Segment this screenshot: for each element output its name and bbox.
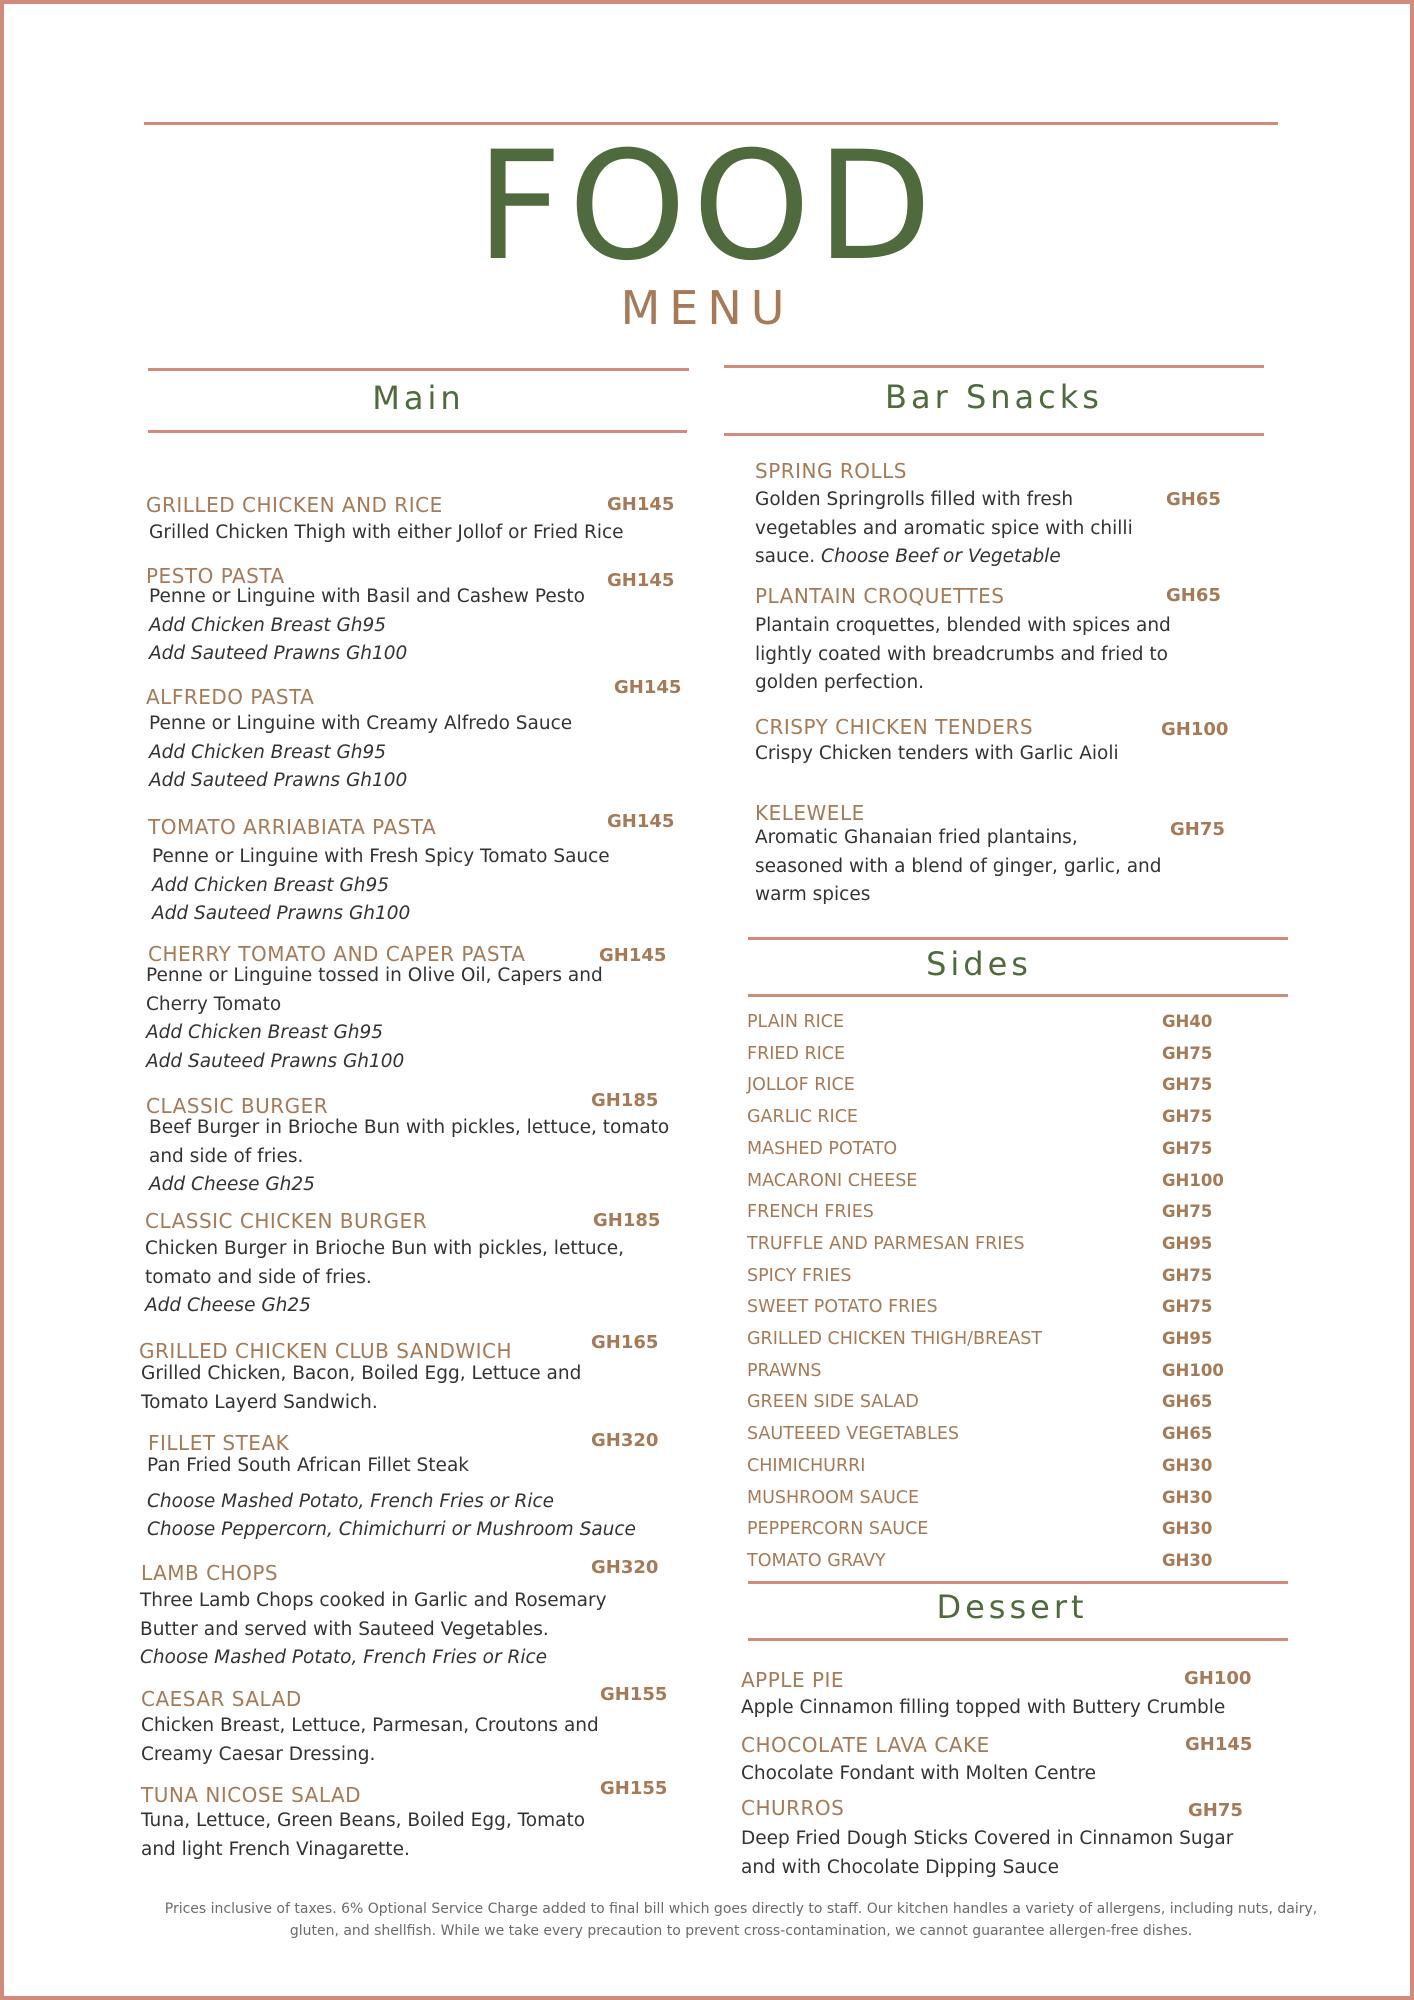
sides-section-title: Sides <box>926 945 1032 983</box>
desc-line: Golden Springrolls filled with fresh <box>755 489 1074 510</box>
menu-item-desc <box>147 1452 636 1545</box>
footer-disclaimer <box>144 1898 1338 1942</box>
side-item-price: GH75 <box>1162 1202 1213 1222</box>
desc-line: Add Chicken Breast Gh95 <box>149 614 387 636</box>
side-item-price: GH95 <box>1162 1329 1213 1348</box>
side-item-name: GARLIC RICE <box>747 1107 858 1128</box>
desc-line: warm spices <box>755 884 871 905</box>
menu-item-price: GH145 <box>1185 1734 1253 1755</box>
menu-item-name: TUNA NICOSE SALAD <box>141 1783 362 1807</box>
desc-line: Penne or Linguine tossed in Olive Oil, Capers and <box>146 965 603 986</box>
menu-item-name: KELEWELE <box>755 801 865 825</box>
side-item-price: GH40 <box>1162 1012 1213 1031</box>
menu-item-name: CHURROS <box>741 1796 845 1820</box>
desc-line: lightly coated with breadcrumbs and fried to <box>755 643 1168 665</box>
desc-line: Pan Fried South African Fillet Steak <box>147 1455 469 1476</box>
desc-line: seasoned with a blend of ginger, garlic, and <box>755 855 1162 877</box>
menu-item-name: GRILLED CHICKEN CLUB SANDWICH <box>139 1339 513 1363</box>
side-item-price: GH75 <box>1162 1043 1213 1063</box>
dessert-section-title: Dessert <box>936 1588 1088 1626</box>
side-item-price: GH75 <box>1162 1265 1213 1285</box>
side-item-price: GH65 <box>1162 1424 1213 1444</box>
menu-item-name: LAMB CHOPS <box>141 1561 279 1585</box>
menu-item-name: CLASSIC BURGER <box>146 1094 329 1118</box>
menu-item-name: CHOCOLATE LAVA CAKE <box>741 1733 990 1757</box>
desc-line: Grilled Chicken Thigh with either Jollof or Fried Rice <box>149 522 624 543</box>
menu-item-name: CLASSIC CHICKEN BURGER <box>145 1209 428 1233</box>
menu-item-name: ALFREDO PASTA <box>146 685 315 709</box>
menu-item-price: GH100 <box>1184 1668 1252 1689</box>
desc-line: Add Cheese Gh25 <box>149 1174 315 1195</box>
menu-item-price: GH75 <box>1188 1800 1243 1821</box>
menu-item-desc <box>146 962 603 1076</box>
side-item-name: FRENCH FRIES <box>747 1202 874 1223</box>
side-item-name: PEPPERCORN SAUCE <box>747 1519 929 1540</box>
side-item-name: SWEET POTATO FRIES <box>747 1297 938 1318</box>
menu-item-price: GH155 <box>600 1778 668 1799</box>
menu-item-price: GH185 <box>591 1090 659 1111</box>
desc-line: Choose Mashed Potato, French Fries or Rice <box>147 1490 555 1512</box>
footer-line-1: Prices inclusive of taxes. 6% Optional Service Charge added to final bill which goes directly to staff. Our kitchen handles a variety of allergens, including nuts, dairy, <box>164 1901 1318 1917</box>
desc-line: Tomato Layerd Sandwich. <box>141 1391 378 1413</box>
desc-line: and light French Vinagarette. <box>141 1838 410 1860</box>
side-item-name: GRILLED CHICKEN THIGH/BREAST <box>747 1329 1043 1349</box>
menu-item-desc <box>149 519 624 548</box>
side-item-price: GH75 <box>1162 1107 1213 1127</box>
desc-line: Penne or Linguine with Creamy Alfredo Sauce <box>149 713 573 734</box>
menu-item-price: GH65 <box>1166 585 1221 606</box>
desc-line: Add Sauteed Prawns Gh100 <box>146 1050 405 1072</box>
side-item-name: TRUFFLE AND PARMESAN FRIES <box>747 1233 1025 1254</box>
dessert-bottom-rule <box>748 1638 1288 1641</box>
menu-item-price: GH145 <box>599 945 667 966</box>
desc-line: Add Chicken Breast Gh95 <box>152 874 390 896</box>
side-item-name: SPICY FRIES <box>747 1265 852 1286</box>
desc-line: Penne or Linguine with Basil and Cashew Pesto <box>149 586 585 607</box>
side-item-price: GH30 <box>1162 1487 1213 1507</box>
side-item-name: GREEN SIDE SALAD <box>747 1392 919 1413</box>
menu-item-name: GRILLED CHICKEN AND RICE <box>146 493 443 517</box>
desc-line: Tuna, Lettuce, Green Beans, Boiled Egg, Tomato <box>141 1810 586 1831</box>
side-item-price: GH30 <box>1162 1455 1213 1475</box>
side-item-name: MASHED POTATO <box>747 1138 898 1159</box>
menu-item-price: GH145 <box>607 570 675 591</box>
desc-line: Butter and served with Sauteed Vegetables. <box>140 1618 549 1640</box>
desc-line: Beef Burger in Brioche Bun with pickles, lettuce, tomato <box>149 1117 670 1138</box>
main-bottom-rule <box>148 430 687 433</box>
menu-item-desc <box>741 1694 1225 1723</box>
menu-item-name: CAESAR SALAD <box>141 1687 302 1711</box>
menu-item-desc <box>149 1114 669 1200</box>
dessert-top-rule <box>748 1581 1288 1584</box>
bar-snacks-top-rule <box>724 365 1264 368</box>
desc-line: Penne or Linguine with Fresh Spicy Tomato Sauce <box>152 846 610 867</box>
menu-item-desc <box>141 1360 581 1417</box>
menu-item-desc <box>145 1235 624 1321</box>
menu-item-price: GH65 <box>1166 489 1221 510</box>
desc-line: Choose Mashed Potato, French Fries or Rice <box>140 1647 548 1668</box>
menu-item-name: FILLET STEAK <box>148 1431 290 1455</box>
desc-line: and with Chocolate Dipping Sauce <box>741 1856 1059 1878</box>
desc-line: Chicken Burger in Brioche Bun with pickles, lettuce, <box>145 1238 624 1259</box>
desc-line: Deep Fried Dough Sticks Covered in Cinnamon Sugar <box>741 1828 1234 1849</box>
side-item-price: GH75 <box>1162 1297 1213 1317</box>
menu-item-price: GH145 <box>614 677 682 698</box>
side-item-price: GH100 <box>1162 1360 1224 1380</box>
menu-item-price: GH165 <box>591 1332 659 1353</box>
side-item-price: GH95 <box>1162 1233 1213 1253</box>
desc-line: Choose Beef or Vegetable <box>821 546 1061 567</box>
side-item-price: GH30 <box>1162 1519 1213 1539</box>
side-item-price: GH75 <box>1162 1075 1213 1095</box>
menu-item-desc <box>141 1807 585 1864</box>
side-item-price: GH65 <box>1162 1392 1213 1412</box>
desc-line: Creamy Caesar Dressing. <box>141 1743 376 1765</box>
menu-title-food: FOOD <box>476 120 938 294</box>
menu-item-name: TOMATO ARRIABIATA PASTA <box>148 815 437 839</box>
desc-line: vegetables and aromatic spice with chilli <box>755 517 1133 539</box>
menu-item-price: GH145 <box>607 811 675 832</box>
footer-line-2: gluten, and shellfish. While we take every precaution to prevent cross-contamination, we cannot guarantee allergen-free dishes. <box>289 1923 1193 1939</box>
desc-line: Chicken Breast, Lettuce, Parmesan, Croutons and <box>141 1715 599 1736</box>
menu-item-desc <box>152 843 610 929</box>
desc-line: Cherry Tomato <box>146 993 282 1015</box>
menu-item-name: SPRING ROLLS <box>755 459 907 483</box>
desc-line: Add Sauteed Prawns Gh100 <box>152 903 411 924</box>
side-item-name: PLAIN RICE <box>747 1012 845 1032</box>
menu-item-price: GH145 <box>607 494 675 515</box>
desc-line: Add Sauteed Prawns Gh100 <box>149 643 408 664</box>
menu-item-price: GH320 <box>591 1430 659 1451</box>
side-item-name: MUSHROOM SAUCE <box>747 1487 920 1508</box>
desc-line: Plantain croquettes, blended with spices and <box>755 615 1171 636</box>
desc-line: Aromatic Ghanaian fried plantains, <box>755 827 1078 848</box>
menu-item-name: PLANTAIN CROQUETTES <box>755 584 1005 608</box>
side-item-name: CHIMICHURRI <box>747 1455 866 1476</box>
desc-line: Add Cheese Gh25 <box>145 1295 311 1316</box>
menu-item-name: CRISPY CHICKEN TENDERS <box>755 715 1034 739</box>
desc-line: Add Chicken Breast Gh95 <box>146 1022 384 1043</box>
menu-item-desc <box>140 1587 607 1673</box>
desc-line: tomato and side of fries. <box>145 1266 372 1288</box>
desc-line: Add Sauteed Prawns Gh100 <box>149 770 408 791</box>
desc-line: Three Lamb Chops cooked in Garlic and Rosemary <box>140 1590 607 1611</box>
desc-line: golden perfection. <box>755 672 925 693</box>
side-item-name: FRIED RICE <box>747 1043 846 1064</box>
menu-item-desc <box>755 740 1119 769</box>
menu-item-desc <box>755 824 1162 910</box>
menu-item-desc <box>149 710 572 796</box>
menu-item-desc <box>755 612 1171 698</box>
side-item-price: GH30 <box>1162 1550 1213 1570</box>
menu-item-price: GH155 <box>600 1684 668 1705</box>
menu-item-name: APPLE PIE <box>741 1668 845 1692</box>
menu-item-price: GH185 <box>593 1210 661 1231</box>
main-section-title: Main <box>372 379 465 417</box>
desc-line: Chocolate Fondant with Molten Centre <box>741 1763 1097 1784</box>
desc-line: Add Chicken Breast Gh95 <box>149 741 387 763</box>
menu-subtitle: MENU <box>620 281 794 335</box>
side-item-price: GH75 <box>1162 1138 1213 1158</box>
sides-top-rule <box>748 937 1288 940</box>
side-item-name: PRAWNS <box>747 1360 822 1381</box>
desc-line: Choose Peppercorn, Chimichurri or Mushroom Sauce <box>147 1519 636 1540</box>
menu-item-price: GH320 <box>591 1557 659 1578</box>
menu-item-name: CHERRY TOMATO AND CAPER PASTA <box>148 942 526 966</box>
desc-line: Apple Cinnamon filling topped with Buttery Crumble <box>741 1697 1226 1718</box>
bar-snacks-section-title: Bar Snacks <box>885 378 1103 416</box>
sides-bottom-rule <box>748 994 1288 997</box>
side-item-name: TOMATO GRAVY <box>747 1550 886 1571</box>
side-item-name: JOLLOF RICE <box>747 1075 855 1096</box>
menu-item-price: GH75 <box>1170 819 1225 840</box>
desc-line: Grilled Chicken, Bacon, Boiled Egg, Lettuce and <box>141 1363 582 1384</box>
menu-item-desc <box>741 1760 1096 1789</box>
menu-item-desc <box>755 486 1133 572</box>
menu-item-desc <box>149 583 585 669</box>
side-item-name: MACARONI CHEESE <box>747 1170 918 1191</box>
menu-item-name: PESTO PASTA <box>146 564 285 588</box>
menu-item-desc <box>141 1712 599 1769</box>
menu-item-desc <box>741 1825 1233 1882</box>
side-item-price: GH100 <box>1162 1170 1224 1190</box>
desc-line: and side of fries. <box>149 1145 304 1167</box>
desc-line: Crispy Chicken tenders with Garlic Aioli <box>755 743 1119 764</box>
main-top-rule <box>148 368 689 371</box>
desc-line: sauce. <box>755 546 816 567</box>
desc-line-wrapper <box>755 543 1133 572</box>
side-item-name: SAUTEEED VEGETABLES <box>747 1424 959 1445</box>
menu-item-price: GH100 <box>1161 719 1229 740</box>
bar-snacks-bottom-rule <box>724 433 1264 436</box>
